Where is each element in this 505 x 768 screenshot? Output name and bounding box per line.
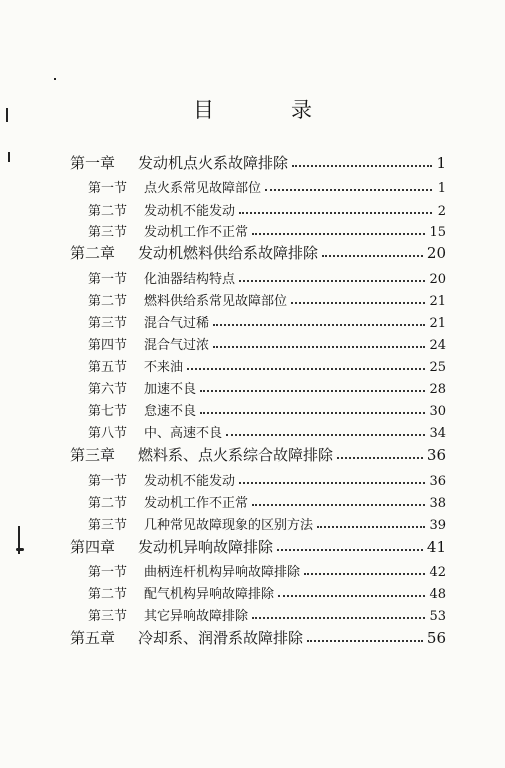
toc-page-number: 1 bbox=[436, 154, 446, 172]
scan-mark bbox=[54, 78, 56, 80]
toc-page-number: 53 bbox=[429, 609, 446, 624]
toc-section bbox=[88, 268, 446, 287]
toc-text: 点火系常见故障部位 bbox=[144, 181, 262, 196]
toc-section bbox=[88, 583, 446, 602]
toc-text: 混合气过浓 bbox=[144, 338, 210, 353]
toc-leader bbox=[252, 503, 425, 506]
toc-page-number: 38 bbox=[429, 496, 446, 511]
toc-section bbox=[88, 605, 446, 624]
toc-leader bbox=[200, 389, 425, 392]
toc-text: 发动机燃料供给系故障排除 bbox=[138, 244, 319, 262]
scan-mark bbox=[16, 548, 24, 551]
toc-page-number: 20 bbox=[429, 272, 446, 287]
toc-page-number: 48 bbox=[429, 587, 446, 602]
toc-chapter bbox=[70, 444, 446, 465]
scan-mark bbox=[6, 108, 8, 122]
toc-leader bbox=[239, 211, 432, 214]
toc-page-number: 34 bbox=[429, 426, 446, 441]
toc-page-number: 41 bbox=[426, 538, 446, 556]
toc-label: 第五节 bbox=[88, 360, 128, 375]
toc-leader bbox=[317, 525, 425, 528]
toc-text: 配气机构异响故障排除 bbox=[144, 587, 275, 602]
toc-text: 其它异响故障排除 bbox=[144, 609, 249, 624]
toc-label: 第二章 bbox=[70, 244, 116, 262]
toc-leader bbox=[200, 411, 425, 414]
toc-page-number: 21 bbox=[429, 316, 446, 331]
toc-section bbox=[88, 221, 446, 240]
toc-section bbox=[88, 312, 446, 331]
toc-section bbox=[88, 356, 446, 375]
toc-label: 第一节 bbox=[88, 474, 128, 489]
toc-leader bbox=[239, 481, 425, 484]
toc-label: 第二节 bbox=[88, 587, 128, 602]
toc-label: 第一节 bbox=[88, 181, 128, 196]
toc-leader bbox=[278, 594, 425, 597]
toc-text: 发动机异响故障排除 bbox=[138, 538, 274, 556]
toc-section bbox=[88, 378, 446, 397]
toc-section bbox=[88, 561, 446, 580]
toc-label: 第一节 bbox=[88, 272, 128, 287]
toc-text: 几种常见故障现象的区别方法 bbox=[144, 518, 314, 533]
toc-chapter bbox=[70, 152, 446, 173]
toc-text: 加速不良 bbox=[144, 382, 197, 397]
toc-page-number: 25 bbox=[429, 360, 446, 375]
toc-leader bbox=[187, 367, 425, 370]
toc-leader bbox=[277, 548, 423, 551]
toc-text: 发动机不能发动 bbox=[144, 204, 236, 219]
toc-leader bbox=[265, 188, 432, 191]
toc-leader bbox=[213, 345, 425, 348]
toc-leader bbox=[337, 456, 423, 459]
toc-page-number: 36 bbox=[429, 474, 446, 489]
toc-leader bbox=[239, 279, 425, 282]
toc-text: 不来油 bbox=[144, 360, 184, 375]
toc-page-number: 20 bbox=[426, 244, 446, 262]
toc-page-number: 36 bbox=[426, 446, 446, 464]
toc-text: 化油器结构特点 bbox=[144, 272, 236, 287]
toc-page-number: 2 bbox=[437, 204, 446, 219]
toc-label: 第一节 bbox=[88, 565, 128, 580]
toc-text: 发动机点火系故障排除 bbox=[138, 154, 289, 172]
toc-page-number: 24 bbox=[429, 338, 446, 353]
toc-section bbox=[88, 470, 446, 489]
toc-label: 第三节 bbox=[88, 518, 128, 533]
toc-label: 第八节 bbox=[88, 426, 128, 441]
toc-chapter bbox=[70, 242, 446, 263]
toc-section bbox=[88, 514, 446, 533]
toc-label: 第四章 bbox=[70, 538, 116, 556]
toc-section bbox=[88, 200, 446, 219]
toc-page-number: 39 bbox=[429, 518, 446, 533]
toc-text: 中、高速不良 bbox=[144, 426, 223, 441]
toc-leader bbox=[213, 323, 425, 326]
toc-leader bbox=[292, 164, 432, 167]
toc-text: 燃料供给系常见故障部位 bbox=[144, 294, 288, 309]
toc-label: 第三节 bbox=[88, 316, 128, 331]
toc-section bbox=[88, 492, 446, 511]
toc-label: 第三章 bbox=[70, 446, 116, 464]
toc-leader bbox=[291, 301, 425, 304]
toc-label: 第三节 bbox=[88, 225, 128, 240]
toc-leader bbox=[252, 232, 425, 235]
toc-page-number: 42 bbox=[429, 565, 446, 580]
toc-text: 燃料系、点火系综合故障排除 bbox=[138, 446, 334, 464]
toc-page-number: 56 bbox=[426, 629, 446, 647]
toc-page-number: 15 bbox=[429, 225, 446, 240]
toc-label: 第七节 bbox=[88, 404, 128, 419]
toc-text: 怠速不良 bbox=[144, 404, 197, 419]
toc-section bbox=[88, 422, 446, 441]
toc-label: 第四节 bbox=[88, 338, 128, 353]
toc-label: 第二节 bbox=[88, 496, 128, 511]
toc-text: 混合气过稀 bbox=[144, 316, 210, 331]
toc-text: 冷却系、润滑系故障排除 bbox=[138, 629, 304, 647]
scan-mark bbox=[8, 152, 10, 162]
toc-label: 第一章 bbox=[70, 154, 116, 172]
toc-label: 第二节 bbox=[88, 204, 128, 219]
toc-chapter bbox=[70, 627, 446, 648]
toc-chapter bbox=[70, 536, 446, 557]
toc-label: 第五章 bbox=[70, 629, 116, 647]
toc-page-number: 1 bbox=[437, 181, 446, 196]
toc-page-number: 28 bbox=[429, 382, 446, 397]
toc-text: 曲柄连杆机构异响故障排除 bbox=[144, 565, 301, 580]
toc-page-number: 30 bbox=[429, 404, 446, 419]
toc-leader bbox=[252, 616, 425, 619]
toc-label: 第二节 bbox=[88, 294, 128, 309]
toc-label: 第三节 bbox=[88, 609, 128, 624]
toc-text: 发动机不能发动 bbox=[144, 474, 236, 489]
toc-page-number: 21 bbox=[429, 294, 446, 309]
toc-section bbox=[88, 290, 446, 309]
toc-text: 发动机工作不正常 bbox=[144, 225, 249, 240]
toc-leader bbox=[226, 433, 425, 436]
toc-section bbox=[88, 177, 446, 196]
page-title: 目 录 bbox=[193, 98, 340, 122]
toc-section bbox=[88, 334, 446, 353]
toc-label: 第六节 bbox=[88, 382, 128, 397]
toc-leader bbox=[322, 254, 423, 257]
toc-text: 发动机工作不正常 bbox=[144, 496, 249, 511]
toc-section bbox=[88, 400, 446, 419]
toc-leader bbox=[307, 639, 423, 642]
toc-leader bbox=[304, 572, 425, 575]
